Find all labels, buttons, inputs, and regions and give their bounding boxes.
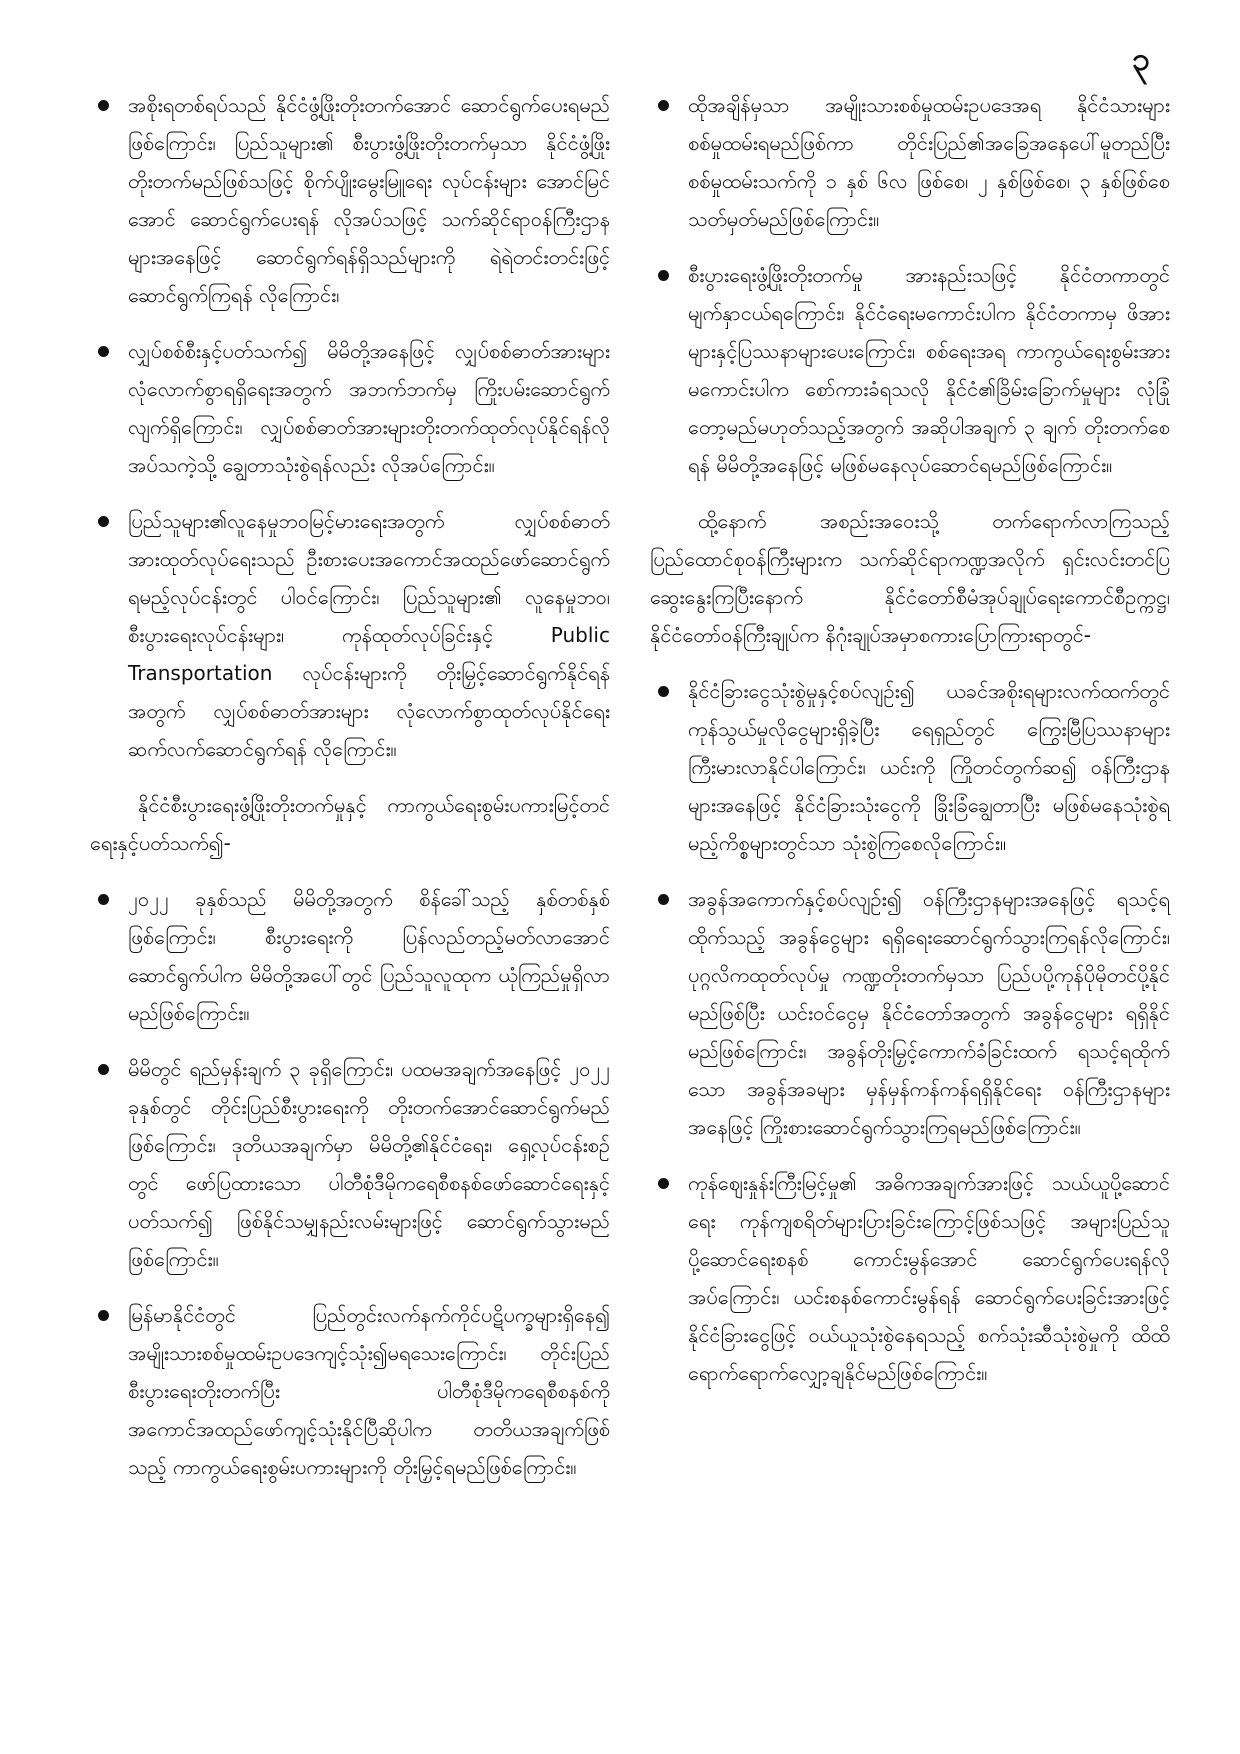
list-item bbox=[90, 880, 610, 1032]
bullet-dot-icon bbox=[658, 894, 669, 905]
list-item bbox=[90, 1050, 610, 1278]
bullet-dot-icon bbox=[98, 894, 109, 905]
right-bullet-list-top bbox=[650, 86, 1170, 484]
list-item-text: စီးပွားရေးဖွံ့ဖြိုးတိုးတက်မှု အားနည်းသဖြင့် နိုင်ငံတကာတွင် မျက်နှာငယ်ရကြောင်း၊ နိုင်ငံရေးမကောင်းပါက နိုင်ငံတကာမှ ဖိအားများနှင့်ပြဿနာများပေးကြောင်း၊ စစ်ရေးအရ ကာကွယ်ရေးစွမ်းအားမကောင်းပါက စော်ကားခံရသလို နိုင်ငံ၏ခြိမ်းခြောက်မှုများ လုံခြုံတော့မည်မဟုတ်သည့်အတွက် အဆိုပါအချက် ၃ ချက် တိုးတက်စေရန် မိမိတို့အနေဖြင့် မဖြစ်မနေလုပ်ဆောင်ရမည်ဖြစ်ကြောင်း။ bbox=[688, 263, 1170, 477]
closing-remarks-paragraph: ထို့နောက် အစည်းအဝေးသို့ တက်ရောက်လာကြသည့် ပြည်ထောင်စုဝန်ကြီးများက သက်ဆိုင်ရာကဏ္ဍအလိုက် ရှင်းလင်းတင်ပြဆွေးနွေးကြပြီးနောက် နိုင်ငံတော်စီမံအုပ်ချုပ်ရေးကောင်စီဥက္ကဋ္ဌ၊ နိုင်ငံတော်ဝန်ကြီးချုပ်က နိဂုံးချုပ်အမှာစကားပြောကြားရာတွင်- bbox=[650, 509, 1170, 647]
left-column bbox=[90, 86, 610, 1716]
bullet-dot-icon bbox=[658, 100, 669, 111]
list-item bbox=[90, 502, 610, 768]
page-number: ၃ bbox=[1132, 40, 1150, 78]
list-item-text: နိုင်ငံခြားငွေသုံးစွဲမှုနှင့်စပ်လျဉ်း၍ ယခင်အစိုးရများလက်ထက်တွင် ကုန်သွယ်မှုလိုငွေများရှိခဲ့ပြီး ရေရှည်တွင် ကြွေးမြီပြဿနာများ ကြီးမားလာနိုင်ပါကြောင်း၊ ယင်းကို ကြိုတင်တွက်ဆ၍ ဝန်ကြီးဌာနများအနေဖြင့် နိုင်ငံခြားသုံးငွေကို ခြိုးခြံချွေတာပြီး မဖြစ်မနေသုံးစွဲရမည့်ကိစ္စများတွင်သာ သုံးစွဲကြစေလိုကြောင်း။ bbox=[688, 679, 1170, 855]
list-item bbox=[650, 672, 1170, 862]
list-item-text: ကုန်ဈေးနှုန်းကြီးမြင့်မှု၏ အဓိကအချက်အားဖြင့် သယ်ယူပို့ဆောင်ရေး ကုန်ကျစရိတ်များပြားခြင်းကြောင့်ဖြစ်သဖြင့် အများပြည်သူပို့ဆောင်ရေးစနစ် ကောင်းမွန်အောင် ဆောင်ရွက်ပေးရန်လိုအပ်ကြောင်း၊ ယင်းစနစ်ကောင်းမွန်ရန် ဆောင်ရွက်ပေးခြင်းအားဖြင့် နိုင်ငံခြားငွေဖြင့် ဝယ်ယူသုံးစွဲနေရသည့် စက်သုံးဆီသုံးစွဲမှုကို ထိထိရောက်ရောက်လျှော့ချနိုင်မည်ဖြစ်ကြောင်း။ bbox=[688, 1171, 1170, 1385]
two-column-body bbox=[90, 86, 1170, 1716]
bullet-dot-icon bbox=[98, 516, 109, 527]
list-item bbox=[90, 332, 610, 484]
list-item bbox=[90, 86, 610, 314]
left-bullet-list-top bbox=[90, 86, 610, 768]
bullet-dot-icon bbox=[98, 100, 109, 111]
bullet-dot-icon bbox=[658, 270, 669, 281]
bullet-dot-icon bbox=[98, 346, 109, 357]
list-item-text: အခွန်အကောက်နှင့်စပ်လျဉ်း၍ ဝန်ကြီးဌာနများအနေဖြင့် ရသင့်ရထိုက်သည့် အခွန်ငွေများ ရရှိရေးဆောင်ရွက်သွားကြရန်လိုကြောင်း၊ ပုဂ္ဂလိကထုတ်လုပ်မှု ကဏ္ဍတိုးတက်မှသာ ပြည်ပပို့ကုန်ပိုမိုတင်ပို့နိုင်မည်ဖြစ်ပြီး ယင်းဝင်ငွေမှ နိုင်ငံတော်အတွက် အခွန်ငွေများ ရရှိနိုင်မည်ဖြစ်ကြောင်း၊ အခွန်တိုးမြှင့်ကောက်ခံခြင်းထက် ရသင့်ရထိုက်သော အခွန်အခများ မှန်မှန်ကန်ကန်ရရှိနိုင်ရေး ဝန်ကြီးဌာနများအနေဖြင့် ကြိုးစားဆောင်ရွက်သွားကြရမည်ဖြစ်ကြောင်း။ bbox=[688, 887, 1170, 1139]
list-item-text: မိမိတွင် ရည်မှန်းချက် ၃ ခုရှိကြောင်း၊ ပထမအချက်အနေဖြင့် ၂၀၂၂ ခုနှစ်တွင် တိုင်းပြည်စီးပွားရေးကို တိုးတက်အောင်ဆောင်ရွက်မည်ဖြစ်ကြောင်း၊ ဒုတိယအချက်မှာ မိမိတို့၏နိုင်ငံရေး၊ ရှေ့လုပ်ငန်းစဉ်တွင် ဖော်ပြထားသော ပါတီစုံဒီမိုကရေစီစနစ်ဖော်ဆောင်ရေးနှင့်ပတ်သက်၍ ဖြစ်နိုင်သမျှနည်းလမ်းများဖြင့် ဆောင်ရွက်သွားမည်ဖြစ်ကြောင်း။ bbox=[128, 1057, 610, 1271]
bullet-dot-icon bbox=[98, 1310, 109, 1321]
list-item-text: ၂၀၂၂ ခုနှစ်သည် မိမိတို့အတွက် စိန်ခေါ်သည့် နှစ်တစ်နှစ်ဖြစ်ကြောင်း၊ စီးပွားရေးကို ပြန်လည်တည့်မတ်လာအောင် ဆောင်ရွက်ပါက မိမိတို့အပေါ်တွင် ပြည်သူလူထုက ယုံကြည်မှုရှိလာမည်ဖြစ်ကြောင်း။ bbox=[128, 887, 610, 1025]
list-item bbox=[650, 86, 1170, 238]
list-item bbox=[650, 256, 1170, 484]
bullet-dot-icon bbox=[658, 686, 669, 697]
list-item-text: မြန်မာနိုင်ငံတွင် ပြည်တွင်းလက်နက်ကိုင်ပဋိပက္ခများရှိနေ၍ အမျိုးသားစစ်မှုထမ်းဥပဒေကျင့်သုံး၍မရသေးကြောင်း၊ တိုင်းပြည်စီးပွားရေးတိုးတက်ပြီး ပါတီစုံဒီမိုကရေစီစနစ်ကို အကောင်အထည်ဖော်ကျင့်သုံးနိုင်ပြီဆိုပါက တတိယအချက်ဖြစ်သည့် ကာကွယ်ရေးစွမ်းပကားများကို တိုးမြှင့်ရမည်ဖြစ်ကြောင်း။ bbox=[128, 1303, 610, 1479]
bullet-dot-icon bbox=[658, 1178, 669, 1189]
list-item-text: အစိုးရတစ်ရပ်သည် နိုင်ငံဖွံ့ဖြိုးတိုးတက်အောင် ဆောင်ရွက်ပေးရမည်ဖြစ်ကြောင်း၊ ပြည်သူများ၏ စီးပွားဖွံ့ဖြိုးတိုးတက်မှသာ နိုင်ငံဖွံ့ဖြိုးတိုးတက်မည်ဖြစ်သဖြင့် စိုက်ပျိုးမွေးမြူရေး လုပ်ငန်းများ အောင်မြင်အောင် ဆောင်ရွက်ပေးရန် လိုအပ်သဖြင့် သက်ဆိုင်ရာဝန်ကြီးဌာနများအနေဖြင့် ဆောင်ရွက်ရန်ရှိသည်များကို ရဲရဲတင်းတင်းဖြင့် ဆောင်ရွက်ကြရန် လိုကြောင်း၊ bbox=[128, 93, 610, 307]
list-item-text: ပြည်သူများ၏လူနေမှုဘဝမြင့်မားရေးအတွက် လျှပ်စစ်ဓာတ်အားထုတ်လုပ်ရေးသည် ဦးစားပေးအကောင်အထည်ဖော်ဆောင်ရွက်ရမည့်လုပ်ငန်းတွင် ပါဝင်ကြောင်း၊ ပြည်သူများ၏ လူနေမှုဘဝ၊ စီးပွားရေးလုပ်ငန်းများ၊ ကုန်ထုတ်လုပ်ခြင်းနှင့် Public Transportation လုပ်ငန်းများကို တိုးမြှင့်ဆောင်ရွက်နိုင်ရန်အတွက် လျှပ်စစ်ဓာတ်အားများ လုံလောက်စွာထုတ်လုပ်နိုင်ရေး ဆက်လက်ဆောင်ရွက်ရန် လိုကြောင်း။ bbox=[128, 509, 610, 761]
right-column bbox=[650, 86, 1170, 1716]
list-item bbox=[90, 1296, 610, 1486]
left-bullet-list-bottom bbox=[90, 880, 610, 1486]
list-item-text: ထိုအချိန်မှသာ အမျိုးသားစစ်မှုထမ်းဥပဒေအရ နိုင်ငံသားများစစ်မှုထမ်းရမည်ဖြစ်ကာ တိုင်းပြည်၏အခြေအနေပေါ်မူတည်ပြီး စစ်မှုထမ်းသက်ကို ၁ နှစ် ၆လ ဖြစ်စေ၊ ၂ နှစ်ဖြစ်စေ၊ ၃ နှစ်ဖြစ်စေ သတ်မှတ်မည်ဖြစ်ကြောင်း။ bbox=[688, 93, 1170, 231]
section-intro-paragraph: နိုင်ငံစီးပွားရေးဖွံ့ဖြိုးတိုးတက်မှုနှင့် ကာကွယ်ရေးစွမ်းပကားမြင့်တင်ရေးနှင့်ပတ်သက်၍- bbox=[90, 793, 610, 855]
list-item-text: လျှပ်စစ်စီးနှင့်ပတ်သက်၍ မိမိတို့အနေဖြင့် လျှပ်စစ်ဓာတ်အားများ လုံလောက်စွာရရှိရေးအတွက် အဘက်ဘက်မှ ကြိုးပမ်းဆောင်ရွက်လျက်ရှိကြောင်း၊ လျှပ်စစ်ဓာတ်အားများတိုးတက်ထုတ်လုပ်နိုင်ရန်လိုအပ်သကဲ့သို့ ချွေတာသုံးစွဲရန်လည်း လိုအပ်ကြောင်း။ bbox=[128, 339, 610, 477]
right-bullet-list-bottom bbox=[650, 672, 1170, 1392]
list-item bbox=[650, 1164, 1170, 1392]
list-item bbox=[650, 880, 1170, 1146]
bullet-dot-icon bbox=[98, 1064, 109, 1075]
